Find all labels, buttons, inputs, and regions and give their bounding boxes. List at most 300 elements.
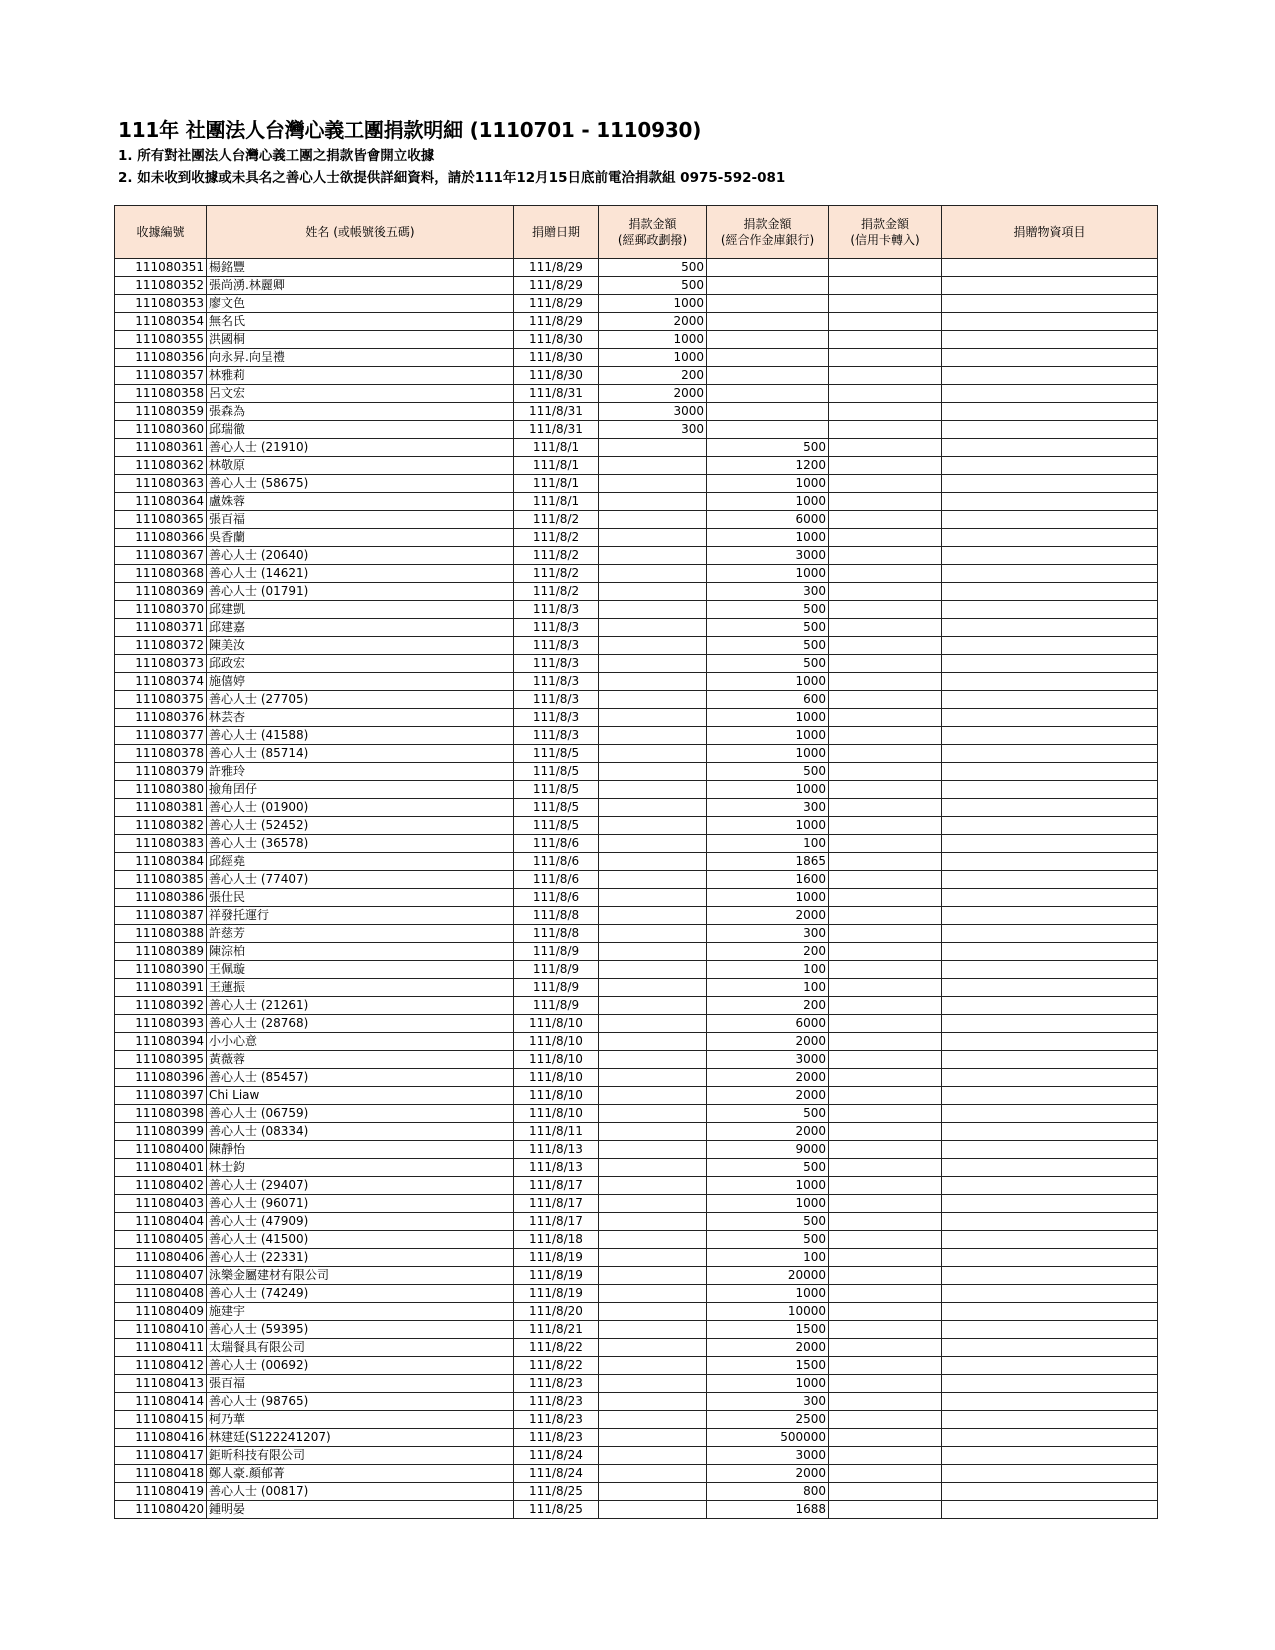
- table-row: [115, 1303, 1158, 1321]
- goods-cell: [942, 1051, 1158, 1069]
- card-amount-cell: [829, 457, 942, 475]
- donation-date-cell: 111/8/29: [514, 313, 599, 331]
- donor-name-cell: 陳淙柏: [207, 943, 514, 961]
- card-amount-cell: [829, 1123, 942, 1141]
- bank-amount-cell: 500: [707, 439, 829, 457]
- goods-cell: [942, 763, 1158, 781]
- donor-name-cell: 邱建凱: [207, 601, 514, 619]
- bank-amount-cell: 10000: [707, 1303, 829, 1321]
- bank-amount-cell: 9000: [707, 1141, 829, 1159]
- bank-amount-cell: [707, 349, 829, 367]
- card-amount-cell: [829, 673, 942, 691]
- donor-name-cell: 善心人士 (21910): [207, 439, 514, 457]
- bank-amount-cell: 1200: [707, 457, 829, 475]
- card-amount-cell: [829, 1069, 942, 1087]
- card-amount-cell: [829, 1501, 942, 1519]
- receipt-number-cell: 111080415: [115, 1411, 207, 1429]
- goods-cell: [942, 547, 1158, 565]
- card-amount-cell: [829, 493, 942, 511]
- header-label: 捐款金額: [743, 217, 792, 231]
- postal-amount-cell: [599, 1447, 707, 1465]
- table-row: [115, 439, 1158, 457]
- receipt-number-cell: 111080363: [115, 475, 207, 493]
- table-row: [115, 835, 1158, 853]
- bank-amount-cell: 300: [707, 925, 829, 943]
- donation-date-cell: 111/8/19: [514, 1249, 599, 1267]
- card-amount-cell: [829, 961, 942, 979]
- goods-cell: [942, 1033, 1158, 1051]
- postal-amount-cell: [599, 1465, 707, 1483]
- table-row: [115, 1141, 1158, 1159]
- receipt-number-cell: 111080355: [115, 331, 207, 349]
- goods-cell: [942, 817, 1158, 835]
- donor-name-cell: 呂文宏: [207, 385, 514, 403]
- goods-cell: [942, 1087, 1158, 1105]
- bank-amount-cell: 1000: [707, 745, 829, 763]
- goods-cell: [942, 1123, 1158, 1141]
- donor-name-cell: 鉅昕科技有限公司: [207, 1447, 514, 1465]
- goods-cell: [942, 529, 1158, 547]
- goods-cell: [942, 1375, 1158, 1393]
- goods-cell: [942, 889, 1158, 907]
- bank-amount-cell: 500: [707, 637, 829, 655]
- table-row: [115, 709, 1158, 727]
- table-row: [115, 1195, 1158, 1213]
- bank-amount-cell: 2000: [707, 1123, 829, 1141]
- table-row: [115, 691, 1158, 709]
- bank-amount-cell: 1000: [707, 727, 829, 745]
- donor-name-cell: 善心人士 (85714): [207, 745, 514, 763]
- card-amount-cell: [829, 277, 942, 295]
- bank-amount-cell: 500: [707, 601, 829, 619]
- receipt-number-cell: 111080410: [115, 1321, 207, 1339]
- card-amount-cell: [829, 1393, 942, 1411]
- receipt-number-cell: 111080420: [115, 1501, 207, 1519]
- goods-cell: [942, 1303, 1158, 1321]
- donor-name-cell: 施建宇: [207, 1303, 514, 1321]
- bank-amount-cell: 500: [707, 1105, 829, 1123]
- receipt-number-cell: 111080373: [115, 655, 207, 673]
- card-amount-cell: [829, 745, 942, 763]
- receipt-number-cell: 111080414: [115, 1393, 207, 1411]
- receipt-number-cell: 111080389: [115, 943, 207, 961]
- bank-amount-cell: 1000: [707, 493, 829, 511]
- table-row: [115, 1357, 1158, 1375]
- postal-amount-cell: [599, 1285, 707, 1303]
- donor-name-cell: 善心人士 (58675): [207, 475, 514, 493]
- donor-name-cell: 林芸杏: [207, 709, 514, 727]
- goods-cell: [942, 1249, 1158, 1267]
- receipt-number-cell: 111080353: [115, 295, 207, 313]
- donation-date-cell: 111/8/3: [514, 673, 599, 691]
- bank-amount-cell: 300: [707, 1393, 829, 1411]
- card-amount-cell: [829, 943, 942, 961]
- goods-cell: [942, 295, 1158, 313]
- donation-table: [114, 205, 1158, 1519]
- donation-date-cell: 111/8/11: [514, 1123, 599, 1141]
- goods-cell: [942, 835, 1158, 853]
- table-row: [115, 1231, 1158, 1249]
- donation-date-cell: 111/8/13: [514, 1159, 599, 1177]
- bank-amount-cell: 1000: [707, 1195, 829, 1213]
- donor-name-cell: 善心人士 (29407): [207, 1177, 514, 1195]
- contact-note: 2. 如未收到收據或未具名之善心人士欲提供詳細資料，請於111年12月15日底前電洽捐款組 0975-592-081: [118, 170, 786, 186]
- donor-name-cell: 善心人士 (08334): [207, 1123, 514, 1141]
- table-row: [115, 295, 1158, 313]
- receipt-number-cell: 111080396: [115, 1069, 207, 1087]
- postal-amount-cell: [599, 1177, 707, 1195]
- table-row: [115, 583, 1158, 601]
- header-date: [514, 206, 599, 259]
- card-amount-cell: [829, 835, 942, 853]
- receipt-number-cell: 111080416: [115, 1429, 207, 1447]
- donation-date-cell: 111/8/25: [514, 1483, 599, 1501]
- goods-cell: [942, 259, 1158, 277]
- postal-amount-cell: [599, 1501, 707, 1519]
- table-row: [115, 961, 1158, 979]
- donor-name-cell: 善心人士 (96071): [207, 1195, 514, 1213]
- postal-amount-cell: [599, 943, 707, 961]
- bank-amount-cell: [707, 331, 829, 349]
- goods-cell: [942, 1393, 1158, 1411]
- postal-amount-cell: [599, 727, 707, 745]
- donor-name-cell: 邱瑞徹: [207, 421, 514, 439]
- goods-cell: [942, 457, 1158, 475]
- donation-date-cell: 111/8/25: [514, 1501, 599, 1519]
- bank-amount-cell: 500: [707, 619, 829, 637]
- table-row: [115, 313, 1158, 331]
- card-amount-cell: [829, 997, 942, 1015]
- card-amount-cell: [829, 1015, 942, 1033]
- receipt-note: 1. 所有對社團法人台灣心義工團之捐款皆會開立收據: [118, 148, 435, 164]
- postal-amount-cell: [599, 1411, 707, 1429]
- header-sublabel: (經郵政劃撥): [617, 233, 688, 247]
- receipt-number-cell: 111080351: [115, 259, 207, 277]
- card-amount-cell: [829, 763, 942, 781]
- goods-cell: [942, 1483, 1158, 1501]
- postal-amount-cell: [599, 493, 707, 511]
- goods-cell: [942, 1105, 1158, 1123]
- bank-amount-cell: 1000: [707, 709, 829, 727]
- receipt-number-cell: 111080386: [115, 889, 207, 907]
- postal-amount-cell: 500: [599, 277, 707, 295]
- donor-name-cell: 林建廷(S122241207): [207, 1429, 514, 1447]
- postal-amount-cell: [599, 709, 707, 727]
- donation-date-cell: 111/8/3: [514, 727, 599, 745]
- receipt-number-cell: 111080376: [115, 709, 207, 727]
- bank-amount-cell: 100: [707, 979, 829, 997]
- bank-amount-cell: 1500: [707, 1357, 829, 1375]
- card-amount-cell: [829, 1213, 942, 1231]
- card-amount-cell: [829, 637, 942, 655]
- donor-name-cell: 鄭人豪.顏郁菁: [207, 1465, 514, 1483]
- postal-amount-cell: 2000: [599, 313, 707, 331]
- donor-name-cell: 張仕民: [207, 889, 514, 907]
- donation-date-cell: 111/8/3: [514, 619, 599, 637]
- receipt-number-cell: 111080383: [115, 835, 207, 853]
- donation-date-cell: 111/8/10: [514, 1105, 599, 1123]
- postal-amount-cell: [599, 745, 707, 763]
- header-receipt-no: [115, 206, 207, 259]
- goods-cell: [942, 1015, 1158, 1033]
- card-amount-cell: [829, 1087, 942, 1105]
- card-amount-cell: [829, 421, 942, 439]
- bank-amount-cell: 6000: [707, 511, 829, 529]
- goods-cell: [942, 979, 1158, 997]
- donor-name-cell: 洪國桐: [207, 331, 514, 349]
- postal-amount-cell: [599, 1303, 707, 1321]
- table-row: [115, 1465, 1158, 1483]
- donation-date-cell: 111/8/1: [514, 439, 599, 457]
- donation-date-cell: 111/8/23: [514, 1429, 599, 1447]
- donor-name-cell: 善心人士 (41588): [207, 727, 514, 745]
- table-row: [115, 349, 1158, 367]
- receipt-number-cell: 111080395: [115, 1051, 207, 1069]
- goods-cell: [942, 691, 1158, 709]
- table-row: [115, 277, 1158, 295]
- goods-cell: [942, 781, 1158, 799]
- card-amount-cell: [829, 853, 942, 871]
- card-amount-cell: [829, 817, 942, 835]
- table-row: [115, 1249, 1158, 1267]
- goods-cell: [942, 1447, 1158, 1465]
- table-row: [115, 997, 1158, 1015]
- table-row: [115, 493, 1158, 511]
- table-row: [115, 907, 1158, 925]
- donation-date-cell: 111/8/5: [514, 817, 599, 835]
- header-label: 捐贈物資項目: [1013, 225, 1086, 239]
- table-row: [115, 1051, 1158, 1069]
- donation-date-cell: 111/8/22: [514, 1357, 599, 1375]
- card-amount-cell: [829, 781, 942, 799]
- donation-date-cell: 111/8/1: [514, 493, 599, 511]
- goods-cell: [942, 961, 1158, 979]
- header-label: 姓名 (或帳號後五碼): [305, 225, 415, 239]
- bank-amount-cell: [707, 367, 829, 385]
- card-amount-cell: [829, 1375, 942, 1393]
- header-label: 捐款金額: [860, 217, 909, 231]
- donation-date-cell: 111/8/23: [514, 1375, 599, 1393]
- goods-cell: [942, 277, 1158, 295]
- receipt-number-cell: 111080372: [115, 637, 207, 655]
- goods-cell: [942, 619, 1158, 637]
- donor-name-cell: 王蓮振: [207, 979, 514, 997]
- receipt-number-cell: 111080360: [115, 421, 207, 439]
- postal-amount-cell: [599, 691, 707, 709]
- goods-cell: [942, 1357, 1158, 1375]
- goods-cell: [942, 367, 1158, 385]
- receipt-number-cell: 111080412: [115, 1357, 207, 1375]
- donation-date-cell: 111/8/9: [514, 979, 599, 997]
- goods-cell: [942, 1411, 1158, 1429]
- card-amount-cell: [829, 1051, 942, 1069]
- table-row: [115, 511, 1158, 529]
- bank-amount-cell: 1000: [707, 889, 829, 907]
- table-row: [115, 619, 1158, 637]
- bank-amount-cell: [707, 295, 829, 313]
- goods-cell: [942, 1141, 1158, 1159]
- receipt-number-cell: 111080400: [115, 1141, 207, 1159]
- donation-date-cell: 111/8/19: [514, 1285, 599, 1303]
- table-row: [115, 1339, 1158, 1357]
- donor-name-cell: 祥發托運行: [207, 907, 514, 925]
- donor-name-cell: 太瑞餐具有限公司: [207, 1339, 514, 1357]
- donor-name-cell: 施僖婷: [207, 673, 514, 691]
- bank-amount-cell: [707, 277, 829, 295]
- receipt-number-cell: 111080409: [115, 1303, 207, 1321]
- table-row: [115, 1285, 1158, 1303]
- goods-cell: [942, 565, 1158, 583]
- postal-amount-cell: [599, 889, 707, 907]
- donation-date-cell: 111/8/2: [514, 583, 599, 601]
- card-amount-cell: [829, 871, 942, 889]
- donor-name-cell: 善心人士 (74249): [207, 1285, 514, 1303]
- bank-amount-cell: 1000: [707, 817, 829, 835]
- table-row: [115, 727, 1158, 745]
- header-card-amount: [829, 206, 942, 259]
- receipt-number-cell: 111080391: [115, 979, 207, 997]
- card-amount-cell: [829, 259, 942, 277]
- receipt-number-cell: 111080418: [115, 1465, 207, 1483]
- bank-amount-cell: 1000: [707, 673, 829, 691]
- goods-cell: [942, 403, 1158, 421]
- donor-name-cell: 泳樂金屬建材有限公司: [207, 1267, 514, 1285]
- receipt-number-cell: 111080402: [115, 1177, 207, 1195]
- table-row: [115, 781, 1158, 799]
- donor-name-cell: 張森為: [207, 403, 514, 421]
- card-amount-cell: [829, 1249, 942, 1267]
- receipt-number-cell: 111080401: [115, 1159, 207, 1177]
- donation-date-cell: 111/8/8: [514, 907, 599, 925]
- bank-amount-cell: 1000: [707, 1375, 829, 1393]
- donation-date-cell: 111/8/19: [514, 1267, 599, 1285]
- donor-name-cell: 善心人士 (06759): [207, 1105, 514, 1123]
- table-row: [115, 1483, 1158, 1501]
- goods-cell: [942, 853, 1158, 871]
- postal-amount-cell: [599, 601, 707, 619]
- bank-amount-cell: 1000: [707, 1285, 829, 1303]
- receipt-number-cell: 111080371: [115, 619, 207, 637]
- receipt-number-cell: 111080377: [115, 727, 207, 745]
- card-amount-cell: [829, 1447, 942, 1465]
- receipt-number-cell: 111080390: [115, 961, 207, 979]
- table-row: [115, 385, 1158, 403]
- receipt-number-cell: 111080388: [115, 925, 207, 943]
- postal-amount-cell: [599, 673, 707, 691]
- table-row: [115, 1447, 1158, 1465]
- donor-name-cell: 善心人士 (27705): [207, 691, 514, 709]
- receipt-number-cell: 111080413: [115, 1375, 207, 1393]
- donation-date-cell: 111/8/22: [514, 1339, 599, 1357]
- bank-amount-cell: 1865: [707, 853, 829, 871]
- card-amount-cell: [829, 1321, 942, 1339]
- goods-cell: [942, 925, 1158, 943]
- table-row: [115, 421, 1158, 439]
- postal-amount-cell: [599, 961, 707, 979]
- bank-amount-cell: 3000: [707, 1051, 829, 1069]
- header-sublabel: (經合作金庫銀行): [720, 233, 815, 247]
- table-row: [115, 817, 1158, 835]
- receipt-number-cell: 111080366: [115, 529, 207, 547]
- card-amount-cell: [829, 619, 942, 637]
- donor-name-cell: 鍾明晏: [207, 1501, 514, 1519]
- donor-name-cell: 林敬原: [207, 457, 514, 475]
- card-amount-cell: [829, 583, 942, 601]
- donor-name-cell: 向永昇.向呈禮: [207, 349, 514, 367]
- table-row: [115, 655, 1158, 673]
- table-row: [115, 925, 1158, 943]
- donor-name-cell: 善心人士 (01900): [207, 799, 514, 817]
- donation-date-cell: 111/8/3: [514, 637, 599, 655]
- goods-cell: [942, 349, 1158, 367]
- receipt-number-cell: 111080385: [115, 871, 207, 889]
- card-amount-cell: [829, 1429, 942, 1447]
- donation-date-cell: 111/8/30: [514, 331, 599, 349]
- receipt-number-cell: 111080354: [115, 313, 207, 331]
- card-amount-cell: [829, 889, 942, 907]
- donation-date-cell: 111/8/23: [514, 1393, 599, 1411]
- header-label: 捐款金額: [628, 217, 677, 231]
- postal-amount-cell: [599, 1033, 707, 1051]
- goods-cell: [942, 871, 1158, 889]
- goods-cell: [942, 493, 1158, 511]
- card-amount-cell: [829, 691, 942, 709]
- table-row: [115, 1429, 1158, 1447]
- goods-cell: [942, 943, 1158, 961]
- card-amount-cell: [829, 565, 942, 583]
- donation-date-cell: 111/8/10: [514, 1087, 599, 1105]
- donation-date-cell: 111/8/9: [514, 961, 599, 979]
- postal-amount-cell: [599, 457, 707, 475]
- goods-cell: [942, 1159, 1158, 1177]
- postal-amount-cell: [599, 1375, 707, 1393]
- receipt-number-cell: 111080392: [115, 997, 207, 1015]
- donor-name-cell: 許雅玲: [207, 763, 514, 781]
- donation-date-cell: 111/8/21: [514, 1321, 599, 1339]
- postal-amount-cell: [599, 1015, 707, 1033]
- header-name: [207, 206, 514, 259]
- postal-amount-cell: [599, 529, 707, 547]
- bank-amount-cell: 200: [707, 997, 829, 1015]
- card-amount-cell: [829, 1105, 942, 1123]
- donation-date-cell: 111/8/2: [514, 547, 599, 565]
- donor-name-cell: Chi Liaw: [207, 1087, 514, 1105]
- postal-amount-cell: [599, 997, 707, 1015]
- goods-cell: [942, 385, 1158, 403]
- card-amount-cell: [829, 385, 942, 403]
- receipt-number-cell: 111080397: [115, 1087, 207, 1105]
- donation-date-cell: 111/8/17: [514, 1213, 599, 1231]
- donor-name-cell: 小小心意: [207, 1033, 514, 1051]
- bank-amount-cell: 500: [707, 655, 829, 673]
- bank-amount-cell: 3000: [707, 547, 829, 565]
- donor-name-cell: 吳香蘭: [207, 529, 514, 547]
- card-amount-cell: [829, 295, 942, 313]
- donor-name-cell: 善心人士 (36578): [207, 835, 514, 853]
- postal-amount-cell: [599, 853, 707, 871]
- table-row: [115, 529, 1158, 547]
- table-row: [115, 1123, 1158, 1141]
- receipt-number-cell: 111080378: [115, 745, 207, 763]
- bank-amount-cell: 800: [707, 1483, 829, 1501]
- donation-date-cell: 111/8/3: [514, 709, 599, 727]
- bank-amount-cell: 500: [707, 1159, 829, 1177]
- donation-date-cell: 111/8/9: [514, 997, 599, 1015]
- goods-cell: [942, 1195, 1158, 1213]
- card-amount-cell: [829, 547, 942, 565]
- postal-amount-cell: 200: [599, 367, 707, 385]
- goods-cell: [942, 439, 1158, 457]
